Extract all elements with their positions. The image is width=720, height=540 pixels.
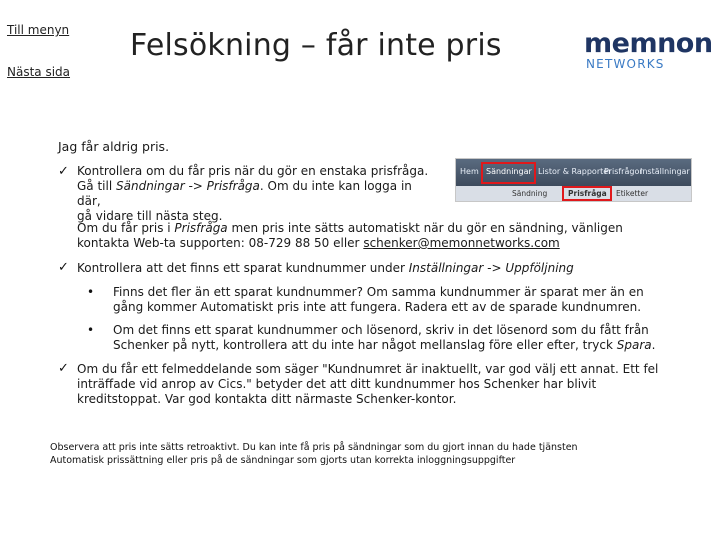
- check-item-1-line3: gå vidare till nästa steg.: [77, 209, 223, 223]
- check-icon: ✓: [58, 164, 69, 179]
- app-submenu-item: Sändning: [512, 189, 548, 198]
- menu-link[interactable]: Till menyn: [7, 23, 70, 37]
- bullet-icon: •: [87, 323, 95, 337]
- support-email-link[interactable]: schenker@memonnetworks.com: [363, 236, 560, 250]
- check-item-1-line1: Kontrollera om du får pris när du gör en enstaka prisfråga.: [77, 164, 429, 178]
- app-menu-item: Listor & Rapporter: [538, 167, 612, 176]
- sub-item-2: [113, 323, 713, 353]
- sub-item-1-line1: Finns det fler än ett sparat kundnummer? Om samma kundnummer är sparat mer än en: [113, 285, 644, 299]
- check-item-3-line2: inträffade vid anrop av Cics." betyder det att ditt kundnummer hos Schenker har blivit: [77, 377, 597, 391]
- check-item-3-line1: Om du får ett felmeddelande som säger "Kundnumret är inaktuellt, var god välj ett annat. Ett fel: [77, 362, 659, 376]
- check-item-3: [77, 362, 707, 407]
- check-item-1-continued: [77, 221, 677, 251]
- footnote-line1: Observera att pris inte sätts retroaktivt. Du kan inte få pris på sändningar som du gjort innan du hade tjänsten: [50, 442, 578, 453]
- sub-item-2-line1: Om det finns ett sparat kundnummer och lösenord, skriv in det lösenord som du fått från: [113, 323, 649, 337]
- intro-text: Jag får aldrig pris.: [58, 139, 170, 154]
- check-icon: ✓: [58, 260, 69, 275]
- footnote: [50, 441, 700, 467]
- check-item-1-cont-line1: Om du får pris i Prisfråga men pris inte sätts automatiskt när du gör en sändning, vänligen: [77, 221, 623, 235]
- next-page-link[interactable]: Nästa sida: [7, 65, 71, 79]
- app-menu-item: Hem: [460, 167, 479, 176]
- check-item-1: [77, 164, 437, 224]
- sub-item-2-line2: Schenker på nytt, kontrollera att du inte har något mellanslag före eller efter, tryck Spara.: [113, 338, 656, 352]
- memnon-logo: [584, 28, 713, 74]
- app-menu-screenshot: [455, 158, 692, 202]
- app-submenu-item: Etiketter: [616, 189, 649, 198]
- check-item-3-line3: kreditstoppat. Var god kontakta ditt närmaste Schenker-kontor.: [77, 392, 457, 406]
- footnote-line2: Automatisk prissättning eller pris på de sändningar som gjorts utan korrekta inloggningsuppgifter: [50, 455, 516, 466]
- sub-item-1: [113, 285, 703, 315]
- check-icon: ✓: [58, 361, 69, 376]
- page-title: Felsökning – får inte pris: [130, 28, 502, 63]
- highlight-prisfraga: [562, 186, 612, 201]
- highlight-sandningar: [481, 162, 536, 184]
- check-item-2: Kontrollera att det finns ett sparat kundnummer under Inställningar -> Uppföljning: [77, 261, 574, 275]
- app-menu-item: Inställningar: [640, 167, 690, 176]
- app-menu-item: Prisfrågor: [604, 167, 643, 176]
- app-submenu-item-active: Prisfråga: [568, 189, 607, 198]
- check-item-1-cont-line2: kontakta Web-ta supporten: 08-729 88 50 eller schenker@memonnetworks.com: [77, 236, 560, 250]
- bullet-icon: •: [87, 285, 95, 299]
- logo-wordmark: memnon: [584, 28, 713, 59]
- logo-subtitle: NETWORKS: [586, 57, 665, 71]
- app-menu-item-active: Sändningar: [486, 167, 532, 176]
- sub-item-1-line2: gång kommer Automatiskt pris inte att fungera. Radera ett av de sparade kundnumren.: [113, 300, 642, 314]
- check-item-1-line2: Gå till Sändningar -> Prisfråga. Om du inte kan logga in där,: [77, 179, 412, 208]
